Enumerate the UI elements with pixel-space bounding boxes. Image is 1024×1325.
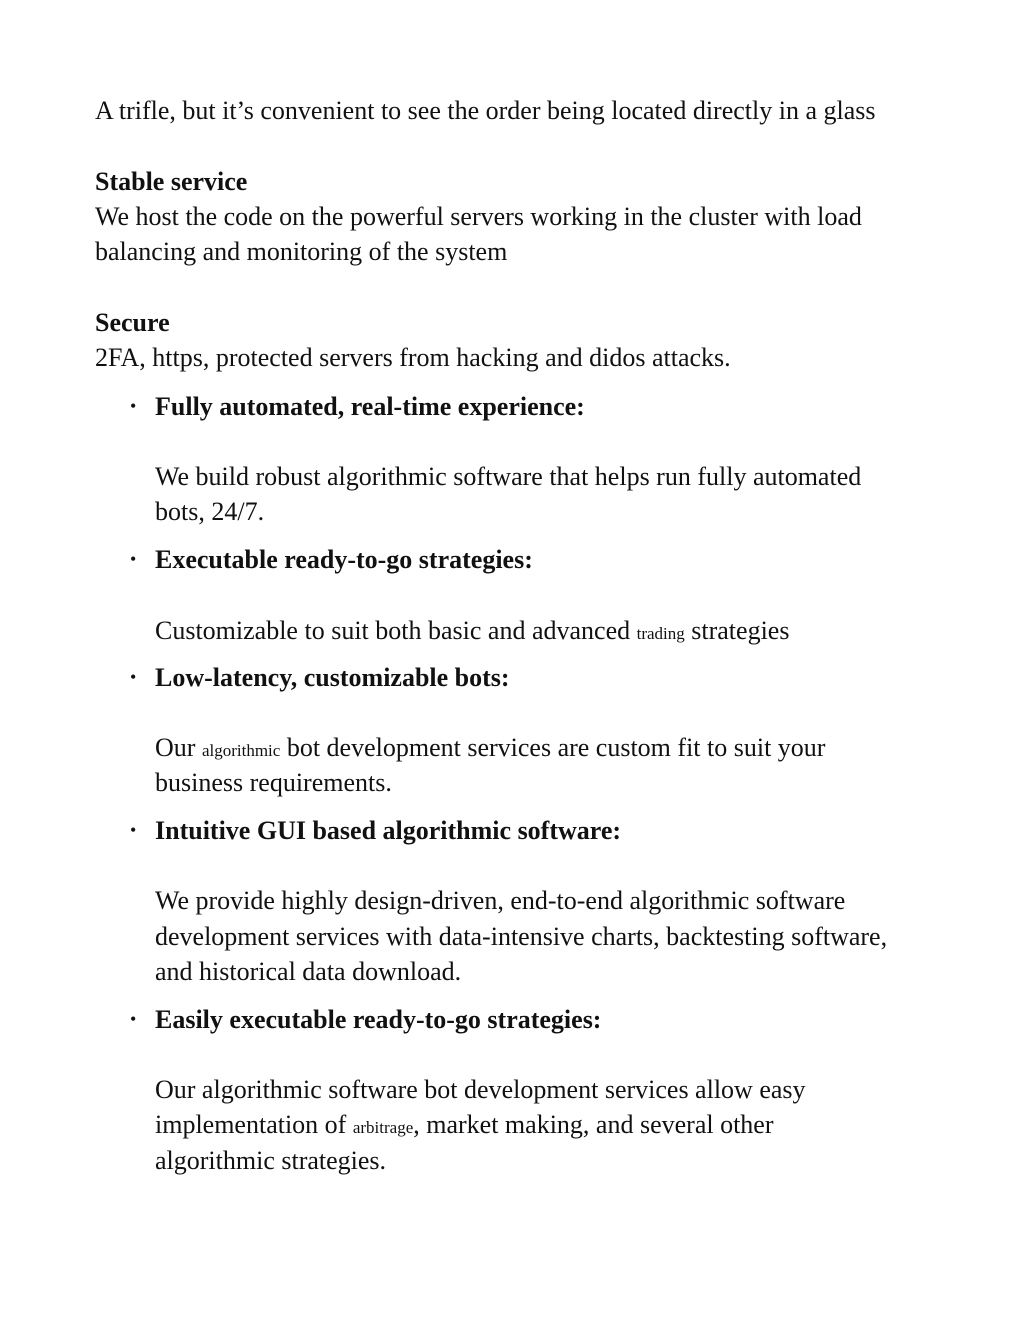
list-item-text: We provide highly design-driven, end-to-end algorithmic software	[155, 886, 846, 915]
list-item-text	[155, 730, 825, 768]
stable-service-heading: Stable service	[95, 167, 248, 196]
list-bullet: •	[130, 820, 137, 840]
list-item-text: algorithmic strategies.	[155, 1146, 387, 1175]
list-bullet: •	[130, 1009, 137, 1029]
list-bullet: •	[130, 396, 137, 416]
list-item-text	[155, 1107, 774, 1145]
text-run: strategies	[684, 616, 790, 645]
secure-text: 2FA, https, protected servers from hacking and didos attacks.	[95, 343, 731, 372]
text-run: Customizable to suit both basic and advanced	[155, 616, 637, 645]
text-run: implementation of	[155, 1110, 353, 1139]
list-bullet: •	[130, 549, 137, 569]
list-item-text	[155, 613, 789, 651]
intro-text: A trifle, but it’s convenient to see the order being located directly in a glass	[95, 96, 876, 125]
list-item-title: Easily executable ready-to-go strategies:	[155, 1005, 602, 1034]
list-item-title: Fully automated, real-time experience:	[155, 392, 585, 421]
text-run: Our	[155, 733, 202, 762]
stable-service-text-line2: balancing and monitoring of the system	[95, 237, 508, 266]
small-text-run: trading	[636, 624, 685, 643]
text-run: bot development services are custom fit to suit your	[280, 733, 826, 762]
list-item-text: Our algorithmic software bot development services allow easy	[155, 1075, 806, 1104]
list-item-title: Intuitive GUI based algorithmic software:	[155, 816, 622, 845]
list-item-title: Low-latency, customizable bots:	[155, 663, 510, 692]
small-text-run: arbitrage	[352, 1118, 414, 1137]
list-item-title: Executable ready-to-go strategies:	[155, 545, 533, 574]
list-item-text: business requirements.	[155, 768, 392, 797]
list-item-text: bots, 24/7.	[155, 497, 265, 526]
list-item-text: We build robust algorithmic software that helps run fully automated	[155, 462, 862, 491]
small-text-run: algorithmic	[201, 741, 281, 760]
list-item-text: development services with data-intensive charts, backtesting software,	[155, 922, 888, 951]
list-bullet: •	[130, 667, 137, 687]
list-item-text: and historical data download.	[155, 957, 462, 986]
stable-service-text-line1: We host the code on the powerful servers working in the cluster with load	[95, 202, 862, 231]
text-run: , market making, and several other	[413, 1110, 774, 1139]
secure-heading: Secure	[95, 308, 170, 337]
